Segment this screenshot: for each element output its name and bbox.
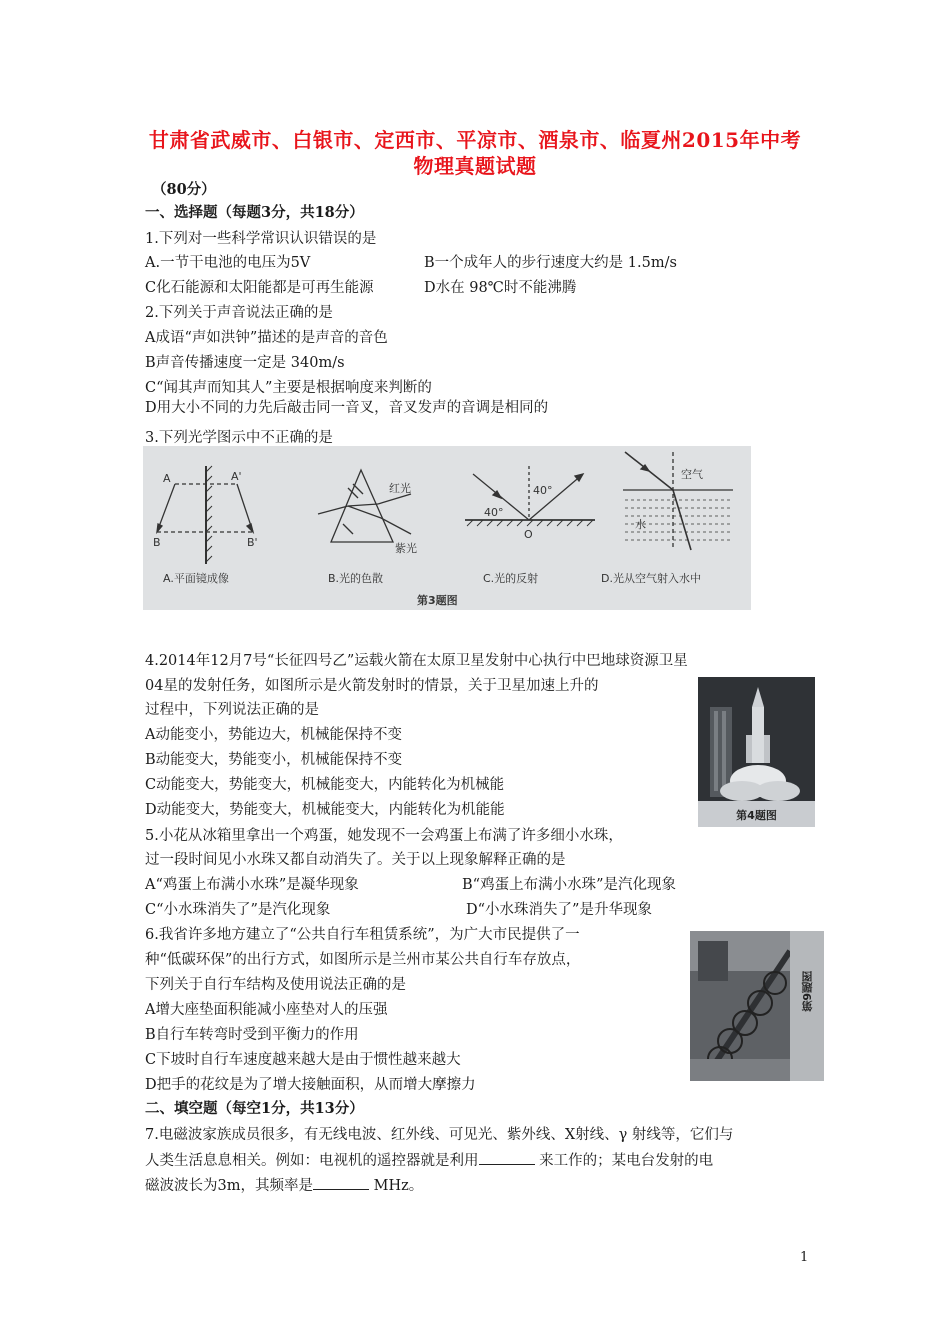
q2-option-d: D用大小不同的力先后敲击同一音叉，音叉发声的音调是相同的 [145, 400, 549, 416]
q4-line-1: 4.2014年12月7号“长征四号乙”运载火箭在太原卫星发射中心执行中巴地球资源卫星 [145, 653, 688, 669]
q1-option-a: A.一节干电池的电压为5V [145, 255, 311, 271]
q7-line-3-end: MHz。 [368, 1178, 424, 1194]
q7-line-1: 7.电磁波家族成员很多，有无线电波、红外线、可见光、紫外线、X射线、γ 射线等，它们与 [145, 1127, 734, 1143]
q6-option-c: C下坡时自行车速度越来越大是由于惯性越来越大 [145, 1052, 461, 1068]
diagram-b-prism [318, 470, 411, 542]
q4-option-d: D动能变大，势能变大，机械能变大，内能转化为机能能 [145, 802, 505, 818]
q6-option-b: B自行车转弯时受到平衡力的作用 [145, 1027, 359, 1043]
q7-line-3-start: 磁波波长为3m，其频率是 [145, 1178, 313, 1194]
q7-blank-1[interactable] [479, 1150, 535, 1165]
q4-line-2: 04星的发射任务，如图所示是火箭发射时的情景，关于卫星加速上升的 [145, 678, 599, 694]
section-1-heading: 一、选择题（每题3分，共18分） [145, 204, 364, 221]
q4-option-b: B动能变大，势能变小，机械能保持不变 [145, 752, 403, 768]
rocket-image [698, 677, 815, 827]
q2-stem: 2.下列关于声音说法正确的是 [145, 305, 333, 321]
q6-bicycle-photo [690, 931, 824, 1081]
label-b-image: B' [247, 536, 258, 549]
q6-option-a: A增大座垫面积能减小座垫对人的压强 [145, 1002, 388, 1018]
q4-option-c: C动能变大，势能变大，机械能变大，内能转化为机械能 [145, 777, 505, 793]
caption-c: C.光的反射 [483, 572, 539, 585]
q4-line-3: 过程中，下列说法正确的是 [145, 702, 319, 718]
q3-stem: 3.下列光学图示中不正确的是 [145, 430, 333, 446]
label-a-image: A' [231, 470, 242, 483]
q6-line-2: 种“低碳环保”的出行方式，如图所示是兰州市某公共自行车存放点， [145, 952, 581, 968]
q1-option-b: B一个成年人的步行速度大约是 1.5m/s [424, 255, 677, 271]
title-line-1: 甘肃省武威市、白银市、定西市、平凉市、酒泉市、临夏州2015年中考 [148, 128, 802, 152]
page-number: 1 [800, 1250, 809, 1265]
q7-line-3 [145, 1175, 423, 1196]
q6-figure-caption: 第9题图 [801, 971, 814, 1012]
title-line-2: 物理真题试题 [413, 154, 537, 178]
q3-figure [143, 446, 751, 610]
q6-line-1: 6.我省许多地方建立了“公共自行车租赁系统”，为广大市民提供了一 [145, 927, 580, 943]
caption-a: A.平面镜成像 [163, 572, 229, 585]
diagram-d-refraction [623, 452, 733, 550]
q7-line-2-end: 来工作的；某电台发射的电 [534, 1153, 714, 1169]
label-b: B [153, 536, 161, 549]
q7-line-2-start: 人类生活息息相关。例如：电视机的遥控器就是利用 [145, 1153, 479, 1169]
q5-line-1: 5.小花从冰箱里拿出一个鸡蛋，她发现不一会鸡蛋上布满了许多细小水珠， [145, 828, 623, 844]
q5-option-a: A“鸡蛋上布满小水珠”是凝华现象 [145, 877, 359, 893]
q4-rocket-photo [698, 677, 815, 827]
q1-option-d: D水在 98℃时不能沸腾 [424, 280, 577, 296]
q5-option-b: B“鸡蛋上布满小水珠”是汽化现象 [462, 877, 676, 893]
label-a: A [163, 472, 171, 485]
q5-line-2: 过一段时间见小水珠又都自动消失了。关于以上现象解释正确的是 [145, 852, 566, 868]
section-2-heading: 二、填空题（每空1分，共13分） [145, 1100, 364, 1117]
label-air: 空气 [681, 468, 703, 481]
total-score: （80分） [152, 181, 216, 198]
q3-optics-diagram [143, 446, 751, 610]
label-violet-light: 紫光 [395, 542, 417, 555]
q2-option-a: A成语“声如洪钟”描述的是声音的音色 [145, 330, 388, 346]
caption-d: D.光从空气射入水中 [601, 572, 701, 585]
q6-line-3: 下列关于自行车结构及使用说法正确的是 [145, 977, 406, 993]
q2-option-b: B声音传播速度一定是 340m/s [145, 355, 345, 371]
q5-option-d: D“小水珠消失了”是升华现象 [466, 902, 652, 918]
q1-stem: 1.下列对一些科学常识认识错误的是 [145, 231, 377, 247]
label-red-light: 红光 [389, 482, 411, 495]
label-angle-reflect: 40° [533, 484, 553, 497]
q3-figure-caption: 第3题图 [417, 594, 458, 607]
label-water: 水 [635, 518, 646, 531]
q7-blank-2[interactable] [313, 1175, 369, 1190]
q7-line-2 [145, 1150, 713, 1171]
q2-option-c: C“闻其声而知其人”主要是根据响度来判断的 [145, 380, 432, 396]
q5-option-c: C“小水珠消失了”是汽化现象 [145, 902, 331, 918]
q4-option-a: A动能变小，势能边大，机械能保持不变 [145, 727, 402, 743]
q6-option-d: D把手的花纹是为了增大接触面积，从而增大摩擦力 [145, 1077, 476, 1093]
q1-option-c: C化石能源和太阳能都是可再生能源 [145, 280, 374, 296]
label-angle-incident: 40° [484, 506, 504, 519]
q4-figure-caption: 第4题图 [736, 809, 777, 822]
caption-b: B.光的色散 [328, 572, 384, 585]
label-point-o: O [524, 528, 533, 541]
